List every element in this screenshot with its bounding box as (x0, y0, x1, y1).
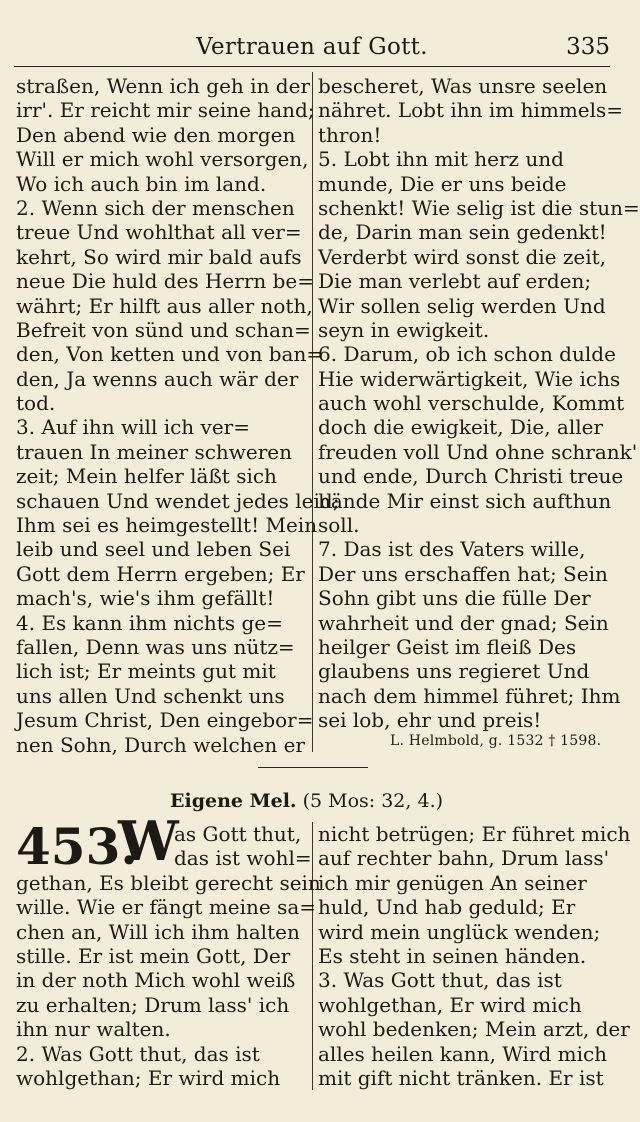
text-line: sei lob, ehr und preis! (318, 708, 542, 733)
text-line: irr'. Er reicht mir seine hand; (16, 98, 315, 123)
text-line: mit gift nicht tränken. Er ist (318, 1065, 604, 1090)
text-line: chen an, Will ich ihm halten (16, 919, 300, 944)
melody-name: Eigene Mel. (170, 790, 297, 812)
text-line: heilger Geist im fleiß Des (318, 634, 577, 659)
text-line: Die man verlebt auf erden; (318, 269, 592, 294)
text-line: Der uns erschaffen hat; Sein (318, 561, 608, 586)
text-line: den, Von ketten und von ban= (16, 342, 324, 367)
hymn-first-line: as Gott thut, (174, 822, 302, 846)
text-line: alles heilen kann, Wird mich (318, 1041, 608, 1066)
text-line: Ihm sei es heimgestellt! Mein (16, 513, 318, 538)
text-line: munde, Die er uns beide (318, 171, 567, 196)
text-line: kehrt, So wird mir bald aufs (16, 244, 302, 269)
column-divider-bottom (312, 822, 313, 1090)
text-line: schenkt! Wie selig ist die stun= (318, 195, 640, 220)
drop-cap-letter: W (118, 809, 179, 873)
text-line: und ende, Durch Christi treue (318, 464, 624, 489)
text-line: leib und seel und leben Sei (16, 537, 291, 562)
text-line: wohlgethan; Er wird mich (16, 1065, 281, 1090)
text-line: thron! (318, 122, 382, 147)
text-line: Befreit von sünd und schan= (16, 317, 311, 342)
hymn-number: 453. (16, 817, 138, 876)
text-line: 5. Lobt ihn mit herz und (318, 147, 564, 172)
text-line: Gott dem Herrn ergeben; Er (16, 561, 305, 586)
text-line: nach dem himmel führet; Ihm (318, 683, 621, 708)
text-line: 3. Auf ihn will ich ver= (16, 415, 250, 440)
text-line: ich mir genügen An seiner (318, 870, 587, 895)
text-line: straßen, Wenn ich geh in der (16, 74, 311, 98)
text-line: wird mein unglück wenden; (318, 919, 601, 944)
melody-heading (170, 790, 443, 812)
running-title: Vertrauen auf Gott. (196, 34, 428, 60)
text-line: zeit; Mein helfer läßt sich (16, 464, 277, 489)
text-line: doch die ewigkeit, Die, aller (318, 415, 604, 440)
text-line: auch wohl verschulde, Kommt (318, 391, 625, 416)
text-line: mach's, wie's ihm gefällt! (16, 586, 275, 611)
text-line: zu erhalten; Drum lass' ich (16, 992, 290, 1017)
column-divider-top (312, 72, 313, 752)
text-line: trauen In meiner schweren (16, 439, 293, 464)
author-attribution: L. Helmbold, g. 1532 † 1598. (390, 733, 602, 749)
page-header (14, 30, 610, 67)
text-line: nähret. Lobt ihn im himmels= (318, 98, 624, 123)
text-line: huld, Und hab geduld; Er (318, 895, 576, 920)
text-line: ihn nur walten. (16, 1017, 171, 1042)
text-line: Wo ich auch bin im land. (16, 171, 267, 196)
text-line: 2. Was Gott thut, das ist (16, 1041, 260, 1066)
text-line: hände Mir einst sich aufthun (318, 488, 612, 513)
text-line: Es steht in seinen händen. (318, 943, 587, 968)
text-line: 2. Wenn sich der menschen (16, 195, 295, 220)
text-line: treue Und wohlthat all ver= (16, 220, 302, 245)
text-line: glaubens uns regieret Und (318, 659, 590, 684)
melody-reference: (5 Mos: 32, 4.) (302, 790, 444, 812)
text-line: 4. Es kann ihm nichts ge= (16, 610, 283, 635)
hymn-column-right (318, 822, 631, 1090)
text-line: 7. Das ist des Vaters wille, (318, 537, 586, 562)
text-line: stille. Er ist mein Gott, Der (16, 943, 291, 968)
text-line: freuden voll Und ohne schrank' (318, 439, 638, 464)
text-line: lich ist; Er meints gut mit (16, 659, 276, 684)
text-column-top-right (318, 74, 640, 733)
hymn-second-line: das ist wohl= (174, 846, 312, 871)
text-line: de, Darin man sein gedenkt! (318, 220, 607, 245)
section-separator (258, 767, 368, 768)
text-line: Wir sollen selig werden Und (318, 293, 606, 318)
text-line: währt; Er hilft aus aller noth, (16, 293, 313, 318)
text-line: nicht betrügen; Er führet mich (318, 822, 631, 846)
text-line: tod. (16, 391, 56, 416)
text-line: Den abend wie den morgen (16, 122, 296, 147)
text-line: Sohn gibt uns die fülle Der (318, 586, 591, 611)
text-line: gethan, Es bleibt gerecht sein (16, 870, 321, 895)
text-line: Jesum Christ, Den eingebor= (16, 708, 314, 733)
text-line: 6. Darum, ob ich schon dulde (318, 342, 616, 367)
text-line: wohl bedenken; Mein arzt, der (318, 1017, 630, 1042)
text-line: schauen Und wendet jedes leid; (16, 488, 340, 513)
text-line: seyn in ewigkeit. (318, 317, 490, 342)
text-line: Hie widerwärtigkeit, Wie ichs (318, 366, 621, 391)
text-line: Verderbt wird sonst die zeit, (318, 244, 607, 269)
text-line: auf rechter bahn, Drum lass' (318, 846, 610, 871)
text-line: wille. Wie er fängt meine sa= (16, 895, 317, 920)
hymn-column-left (16, 822, 321, 1090)
text-line: wahrheit und der gnad; Sein (318, 610, 609, 635)
text-line: fallen, Denn was uns nütz= (16, 634, 295, 659)
page-number: 335 (566, 34, 610, 60)
text-line: bescheret, Was unsre seelen (318, 74, 608, 98)
text-line: neue Die huld des Herrn be= (16, 269, 315, 294)
text-line: in der noth Mich wohl weiß (16, 968, 296, 993)
text-line: den, Ja wenns auch wär der (16, 366, 299, 391)
text-line: 3. Was Gott thut, das ist (318, 968, 562, 993)
text-line: uns allen Und schenkt uns (16, 683, 285, 708)
text-line: Will er mich wohl versorgen, (16, 147, 309, 172)
text-line: soll. (318, 513, 360, 538)
text-line: wohlgethan, Er wird mich (318, 992, 582, 1017)
text-line: nen Sohn, Durch welchen er (16, 732, 305, 757)
